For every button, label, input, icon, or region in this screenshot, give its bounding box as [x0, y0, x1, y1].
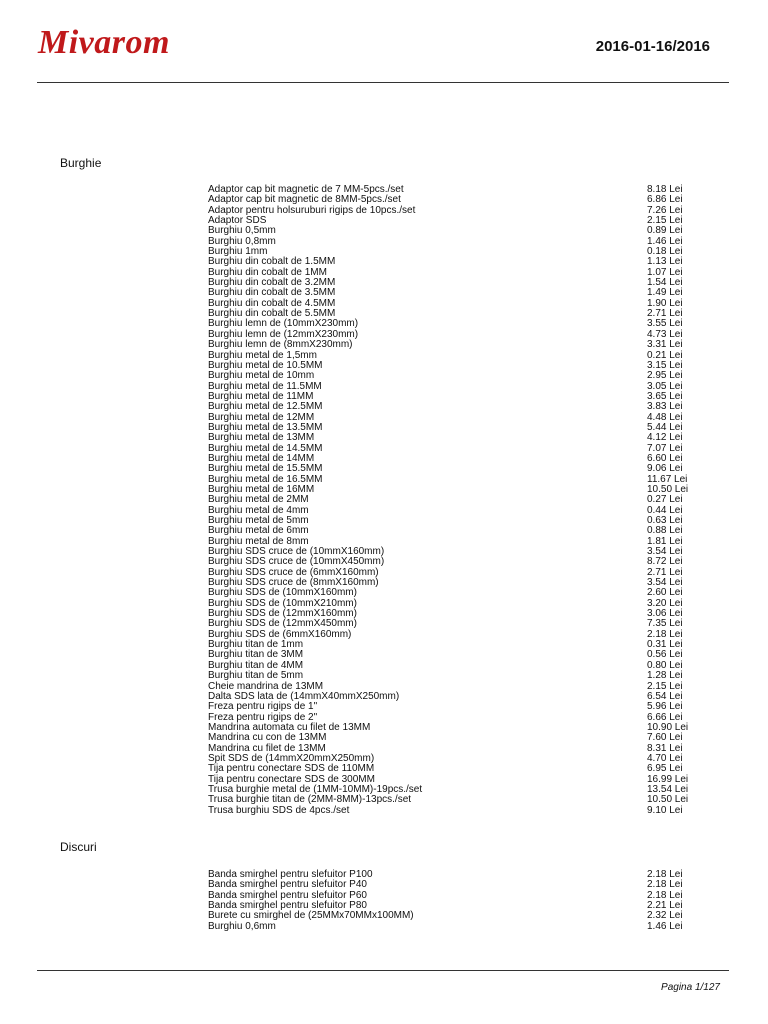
item-name: Burghiu titan de 4MM — [208, 659, 304, 671]
item-price: 2.18 Lei — [647, 628, 683, 640]
item-name: Banda smirghel pentru slefuitor P100 — [208, 869, 373, 880]
item-price: 2.15 Lei — [647, 215, 683, 227]
item-price: 1.13 Lei — [647, 256, 683, 268]
item-price: 2.95 Lei — [647, 370, 683, 382]
item-price: 0.88 Lei — [647, 525, 683, 537]
item-price: 5.96 Lei — [647, 701, 683, 713]
item-name: Burghiu lemn de (10mmX230mm) — [208, 318, 359, 330]
item-price: 0.44 Lei — [647, 504, 683, 516]
item-name: Burghiu SDS de (12mmX450mm) — [208, 618, 357, 630]
item-name: Burghiu titan de 5mm — [208, 670, 304, 682]
item-price: 3.65 Lei — [647, 390, 683, 402]
item-name: Mandrina cu filet de 13MM — [208, 742, 326, 754]
item-name: Tija pentru conectare SDS de 110MM — [208, 763, 375, 775]
item-price: 7.26 Lei — [647, 204, 683, 216]
item-name: Burghiu SDS cruce de (8mmX160mm) — [208, 577, 379, 589]
item-price: 2.18 Lei — [647, 889, 683, 901]
section-title-discuri: Discuri — [60, 840, 97, 854]
item-name: Burghiu metal de 4mm — [208, 504, 309, 516]
item-name: Burghiu din cobalt de 3.2MM — [208, 277, 336, 289]
item-name: Burghiu din cobalt de 3.5MM — [208, 287, 336, 299]
item-price: 3.15 Lei — [647, 359, 683, 371]
list-item — [208, 206, 708, 216]
item-name: Burete cu smirghel de (25MMx70MMx100MM) — [208, 910, 414, 922]
item-price: 4.70 Lei — [647, 752, 683, 764]
item-price: 8.18 Lei — [647, 184, 683, 195]
page-number: Pagina 1/127 — [661, 982, 720, 993]
item-name: Burghiu metal de 11MM — [208, 390, 314, 402]
item-name: Burghiu lemn de (8mmX230mm) — [208, 339, 353, 351]
item-price: 3.20 Lei — [647, 597, 683, 609]
list-item — [208, 733, 708, 743]
item-price: 0.63 Lei — [647, 515, 683, 526]
list-item — [208, 371, 708, 381]
item-price: 6.95 Lei — [647, 763, 683, 775]
item-price: 5.44 Lei — [647, 421, 683, 433]
list-item — [208, 340, 708, 350]
item-name: Freza pentru rigips de 1" — [208, 701, 318, 713]
item-name: Trusa burghie titan de (2MM-8MM)-13pcs./set — [208, 794, 412, 806]
item-name: Burghiu din cobalt de 1.5MM — [208, 256, 336, 268]
item-name: Burghiu metal de 2MM — [208, 494, 309, 506]
item-name: Burghiu lemn de (12mmX230mm) — [208, 328, 359, 340]
item-name: Burghiu din cobalt de 1MM — [208, 266, 327, 278]
item-name: Burghiu metal de 12MM — [208, 411, 315, 423]
item-name: Burghiu SDS cruce de (10mmX450mm) — [208, 556, 385, 568]
item-name: Burghiu metal de 1,5mm — [208, 349, 317, 361]
item-price: 3.06 Lei — [647, 608, 683, 620]
item-name: Burghiu metal de 10.5MM — [208, 359, 323, 371]
item-price: 0.80 Lei — [647, 659, 683, 671]
item-price: 8.31 Lei — [647, 742, 683, 754]
item-price: 9.10 Lei — [647, 804, 683, 816]
item-price: 0.56 Lei — [647, 649, 683, 661]
item-price: 0.27 Lei — [647, 494, 683, 506]
item-price: 7.35 Lei — [647, 618, 683, 630]
item-price: 3.54 Lei — [647, 577, 683, 589]
item-name: Burghiu SDS cruce de (10mmX160mm) — [208, 546, 385, 558]
item-name: Burghiu metal de 14.5MM — [208, 442, 323, 454]
item-price: 16.99 Lei — [647, 773, 689, 785]
item-price: 1.46 Lei — [647, 235, 683, 247]
item-price: 8.72 Lei — [647, 556, 683, 568]
item-name: Burghiu metal de 15.5MM — [208, 463, 323, 475]
item-price: 13.54 Lei — [647, 783, 689, 795]
list-item — [208, 226, 708, 236]
item-name: Burghiu metal de 16.5MM — [208, 473, 323, 485]
item-price: 10.50 Lei — [647, 794, 689, 806]
item-price: 10.90 Lei — [647, 721, 689, 733]
item-price: 9.06 Lei — [647, 463, 683, 475]
list-item — [208, 911, 708, 921]
item-price: 1.81 Lei — [647, 535, 683, 547]
item-name: Burghiu titan de 3MM — [208, 649, 304, 661]
item-price: 6.86 Lei — [647, 194, 683, 206]
item-price: 4.48 Lei — [647, 411, 683, 423]
item-price: 0.21 Lei — [647, 349, 683, 361]
item-name: Adaptor cap bit magnetic de 8MM-5pcs./set — [208, 194, 401, 206]
item-name: Burghiu metal de 16MM — [208, 483, 315, 495]
list-item — [208, 922, 708, 932]
item-name: Burghiu metal de 8mm — [208, 535, 309, 547]
document-date: 2016-01-16/2016 — [595, 38, 710, 55]
footer-divider — [37, 970, 729, 971]
item-price: 11.67 Lei — [647, 473, 688, 485]
item-price: 7.07 Lei — [647, 442, 683, 454]
item-name: Adaptor pentru holsuruburi rigips de 10pcs./set — [208, 204, 416, 216]
item-price: 0.89 Lei — [647, 225, 683, 237]
item-name: Burghiu SDS de (6mmX160mm) — [208, 628, 352, 640]
item-name: Burghiu SDS cruce de (6mmX160mm) — [208, 566, 379, 578]
item-price: 1.07 Lei — [647, 266, 683, 278]
section-title-burghie: Burghie — [60, 156, 102, 170]
item-price: 0.31 Lei — [647, 639, 683, 651]
item-name: Adaptor cap bit magnetic de 7 MM-5pcs./set — [208, 184, 404, 195]
item-price: 6.66 Lei — [647, 711, 683, 723]
item-name: Mandrina cu con de 13MM — [208, 732, 327, 744]
item-name: Burghiu metal de 11.5MM — [208, 380, 322, 392]
item-price: 3.55 Lei — [647, 318, 683, 330]
price-list-burghie — [208, 185, 708, 816]
item-price: 1.49 Lei — [647, 287, 683, 299]
item-name: Burghiu metal de 13.5MM — [208, 421, 323, 433]
item-price: 3.83 Lei — [647, 401, 683, 413]
item-name: Burghiu titan de 1mm — [208, 639, 304, 651]
item-name: Burghiu metal de 14MM — [208, 452, 315, 464]
item-price: 2.60 Lei — [647, 587, 683, 599]
item-name: Burghiu metal de 10mm — [208, 370, 315, 382]
item-price: 1.90 Lei — [647, 297, 683, 309]
price-list-discuri — [208, 870, 708, 932]
item-price: 2.71 Lei — [647, 308, 683, 320]
item-name: Burghiu SDS de (12mmX160mm) — [208, 608, 357, 620]
header-divider — [37, 82, 729, 83]
item-name: Freza pentru rigips de 2" — [208, 711, 318, 723]
item-name: Trusa burghiu SDS de 4pcs./set — [208, 804, 350, 816]
item-price: 3.05 Lei — [647, 380, 683, 392]
item-name: Burghiu 0,8mm — [208, 235, 276, 247]
list-item — [208, 806, 708, 816]
item-name: Burghiu metal de 6mm — [208, 525, 309, 537]
list-item — [208, 702, 708, 712]
item-price: 0.18 Lei — [647, 246, 683, 258]
company-logo: Mivarom — [38, 24, 170, 61]
item-name: Cheie mandrina de 13MM — [208, 680, 324, 692]
item-name: Burghiu 0,5mm — [208, 225, 276, 237]
item-name: Burghiu SDS de (10mmX160mm) — [208, 587, 357, 599]
list-item — [208, 237, 708, 247]
item-name: Burghiu 0,6mm — [208, 920, 276, 932]
item-price: 1.46 Lei — [647, 920, 683, 932]
item-name: Burghiu SDS de (10mmX210mm) — [208, 597, 357, 609]
item-price: 3.54 Lei — [647, 546, 683, 558]
item-price: 1.54 Lei — [647, 277, 683, 289]
item-name: Trusa burghie metal de (1MM-10MM)-19pcs./set — [208, 783, 423, 795]
item-name: Burghiu din cobalt de 5.5MM — [208, 308, 336, 320]
list-item — [208, 216, 708, 226]
item-price: 6.60 Lei — [647, 452, 683, 464]
item-price: 2.18 Lei — [647, 879, 683, 891]
item-name: Dalta SDS lata de (14mmX40mmX250mm) — [208, 690, 400, 702]
item-price: 2.15 Lei — [647, 680, 683, 692]
item-name: Banda smirghel pentru slefuitor P40 — [208, 879, 367, 891]
item-name: Tija pentru conectare SDS de 300MM — [208, 773, 375, 785]
item-name: Burghiu metal de 13MM — [208, 432, 315, 444]
item-price: 2.71 Lei — [647, 566, 683, 578]
item-name: Burghiu 1mm — [208, 246, 268, 258]
item-name: Spit SDS de (14mmX20mmX250mm) — [208, 752, 375, 764]
list-item — [208, 671, 708, 681]
item-price: 2.21 Lei — [647, 900, 683, 912]
item-name: Banda smirghel pentru slefuitor P80 — [208, 900, 367, 912]
item-name: Burghiu din cobalt de 4.5MM — [208, 297, 336, 309]
item-price: 4.12 Lei — [647, 432, 683, 444]
item-price: 10.50 Lei — [647, 483, 689, 495]
item-name: Burghiu metal de 12.5MM — [208, 401, 323, 413]
item-price: 6.54 Lei — [647, 690, 683, 702]
list-item — [208, 402, 708, 412]
item-name: Banda smirghel pentru slefuitor P60 — [208, 889, 367, 901]
item-price: 7.60 Lei — [647, 732, 683, 744]
item-price: 2.18 Lei — [647, 869, 683, 880]
item-price: 4.73 Lei — [647, 328, 683, 340]
item-price: 2.32 Lei — [647, 910, 683, 922]
item-price: 1.28 Lei — [647, 670, 683, 682]
item-price: 3.31 Lei — [647, 339, 683, 351]
item-name: Adaptor SDS — [208, 215, 267, 227]
item-name: Burghiu metal de 5mm — [208, 515, 309, 526]
item-name: Mandrina automata cu filet de 13MM — [208, 721, 371, 733]
